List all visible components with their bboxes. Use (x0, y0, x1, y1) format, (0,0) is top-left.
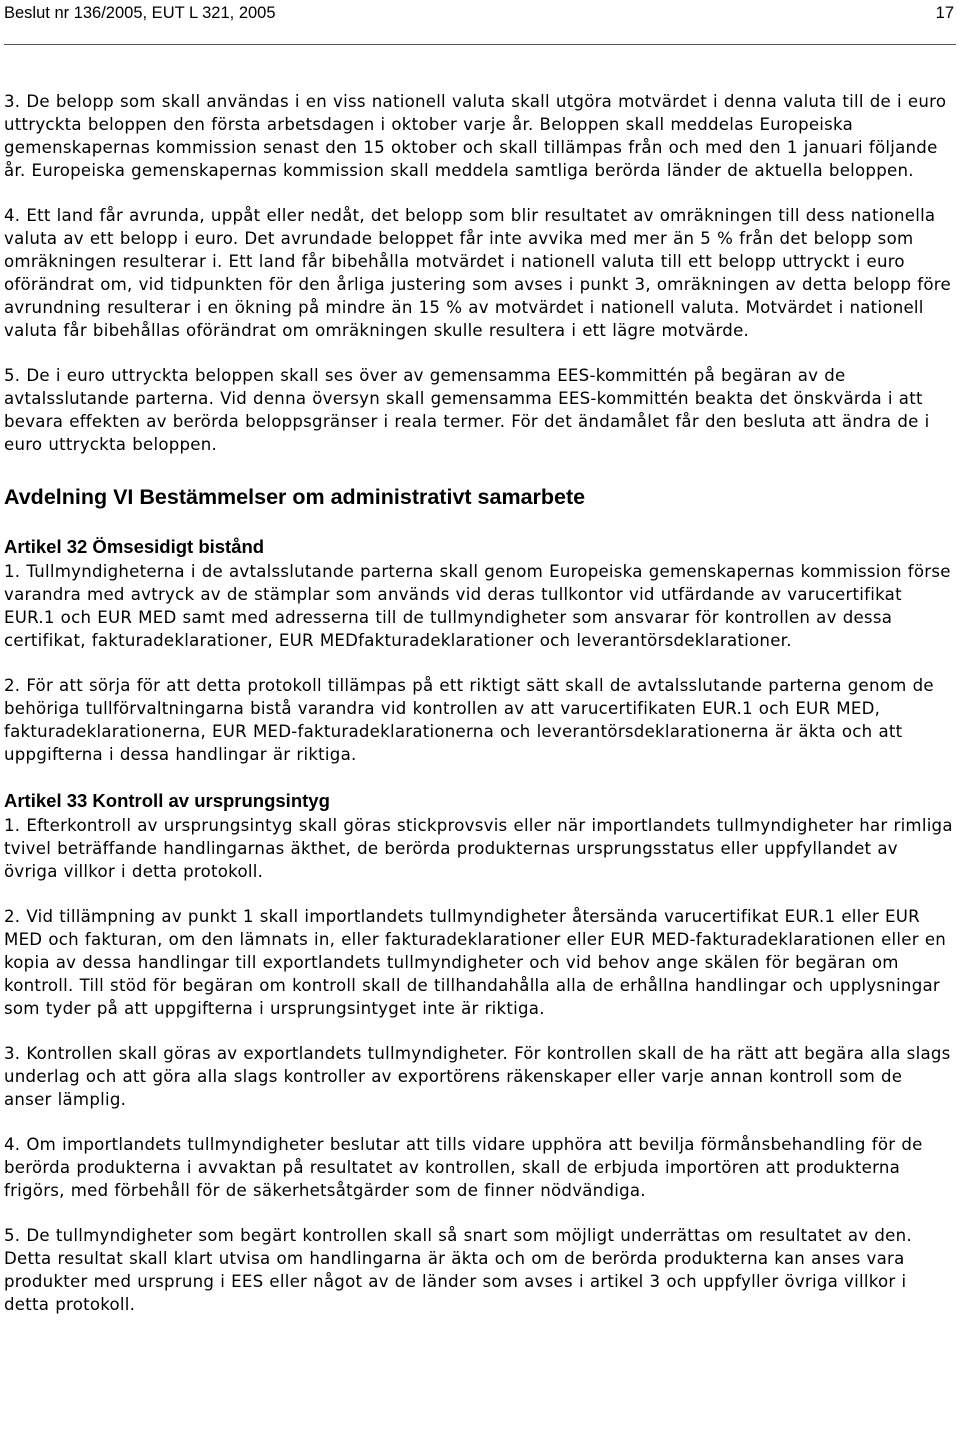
article-33-paragraph-2: 2. Vid tillämpning av punkt 1 skall importlandets tullmyndigheter återsända varucertifikat EUR.1 eller EUR MED och fakturan, om den lämnats in, eller fakturadeklarationer eller EUR MED-fakturadeklarationen eller en kopia av dessa handlingar till exportlandets tullmyndigheter och vid behov ange skälen för begäran om kontroll. Till stöd för begäran om kontroll skall de tillhandahålla alla de erhållna handlingar och upplysningar som tyder på att uppgifterna i ursprungsintyget inte är riktiga. (4, 907, 947, 1018)
header-divider (4, 44, 956, 45)
article-33-paragraph-4: 4. Om importlandets tullmyndigheter beslutar att tills vidare upphöra att bevilja förmånsbehandling för de berörda produkterna i avvaktan på resultatet av kontrollen, skall de erbjuda importören att produkterna frigörs, med förbehåll för de säkerhetsåtgärder som de finner nödvändiga. (4, 1135, 923, 1200)
page-number: 17 (935, 4, 954, 22)
article-33-heading: Artikel 33 Kontroll av ursprungsintyg (4, 790, 330, 811)
page-header (4, 4, 954, 34)
document-body (4, 90, 954, 1316)
article-33-paragraph-1: 1. Efterkontroll av ursprungsintyg skall göras stickprovsvis eller när importlandets tullmyndigheter har rimliga tvivel beträffande handlingarnas äkthet, de berörda produkternas ursprungsstatus eller uppfyllandet av övriga villkor i detta protokoll. (4, 816, 953, 881)
article-33-paragraph-5: 5. De tullmyndigheter som begärt kontrollen skall så snart som möjligt underrättas om resultatet av den. Detta resultat skall klart utvisa om handlingarna är äkta och om de berörda produkterna kan anses vara produkter med ursprung i EES eller något av de länder som avses i artikel 3 och uppfyller övriga villkor i detta protokoll. (4, 1226, 912, 1314)
header-title: Beslut nr 136/2005, EUT L 321, 2005 (4, 4, 276, 22)
article-33-paragraph-3: 3. Kontrollen skall göras av exportlandets tullmyndigheter. För kontrollen skall de ha rätt att begära alla slags underlag och att göra alla slags kontroller av exportörens räkenskaper eller varje annan kontroll som de anser lämplig. (4, 1044, 951, 1109)
paragraph-3: 3. De belopp som skall användas i en viss nationell valuta skall utgöra motvärdet i denna valuta till de i euro uttryckta beloppen den första arbetsdagen i oktober varje år. Beloppen skall meddelas Europeiska gemenskapernas kommission senast den 15 oktober och skall tillämpas från och med den 1 januari följande år. Europeiska gemenskapernas kommission skall meddela samtliga berörda länder de aktuella beloppen. (4, 92, 947, 180)
article-32-paragraph-2: 2. För att sörja för att detta protokoll tillämpas på ett riktigt sätt skall de avtalsslutande parterna genom de behöriga tullförvaltningarna bistå varandra vid kontrollen av att varucertifikaten EUR.1 och EUR MED, fakturadeklarationerna, EUR MED-fakturadeklarationerna och leverantörsdeklarationerna är äkta och att uppgifterna i dessa handlingar är riktiga. (4, 676, 934, 764)
section-heading: Avdelning VI Bestämmelser om administrativt samarbete (4, 485, 586, 509)
paragraph-5: 5. De i euro uttryckta beloppen skall ses över av gemensamma EES-kommittén på begäran av de avtalsslutande parterna. Vid denna översyn skall gemensamma EES-kommittén beakta det önskvärda i att bevara effekten av berörda beloppsgränser i reala termer. För det ändamålet får den besluta att ändra de i euro uttryckta beloppen. (4, 366, 930, 454)
article-32-paragraph-1: 1. Tullmyndigheterna i de avtalsslutande parterna skall genom Europeiska gemenskapernas kommission förse varandra med avtryck av de stämplar som används vid deras tullkontor vid utfärdande av varucertifikat EUR.1 och EUR MED samt med adresserna till de tullmyndigheter som ansvarar för kontrollen av dessa certifikat, fakturadeklarationer, EUR MEDfakturadeklarationer och leverantörsdeklarationer. (4, 562, 951, 650)
paragraph-4: 4. Ett land får avrunda, uppåt eller nedåt, det belopp som blir resultatet av omräkningen till dess nationella valuta av ett belopp i euro. Det avrundade beloppet får inte avvika med mer än 5 % från det belopp som omräkningen resulterar i. Ett land får bibehålla motvärdet i nationell valuta till ett belopp uttryckt i euro oförändrat om, vid tidpunkten för den årliga justering som avses i punkt 3, omräkningen av detta belopp före avrundning resulterar i en ökning på mindre än 15 % av motvärdet i nationell valuta. Motvärdet i nationell valuta får bibehållas oförändrat om omräkningen skulle resultera i ett lägre motvärde. (4, 206, 951, 340)
article-32-heading: Artikel 32 Ömsesidigt bistånd (4, 536, 265, 557)
